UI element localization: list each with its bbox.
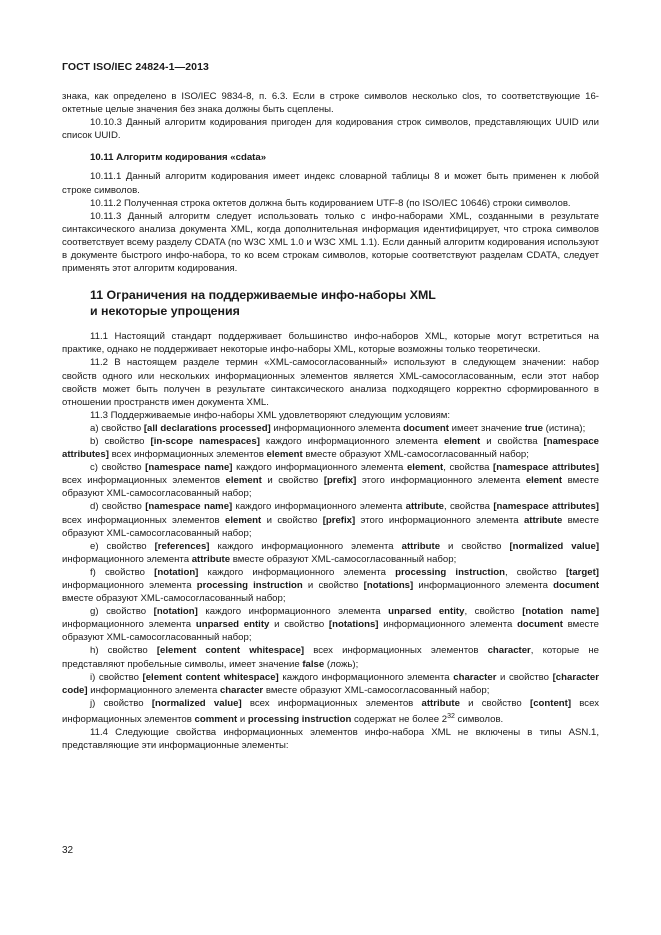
paragraph: 11.2 В настоящем разделе термин «XML-самосогласованный» используют в следующем значении: набор свойств одного или нескольких информационных элементов является XML-самосогласованным, если этот набор свойств может быть получен в результате синтаксического анализа подходящего корректно сформированного в отношении пространств имен документа XML. (62, 357, 599, 408)
paragraph: j) свойство [normalized value] всех информационных элементов attribute и свойство [content] всех информационных элементов comment и processing instruction содержат не более $2^{32}$ символов. (62, 697, 600, 726)
paragraph: i) свойство [element content whitespace] каждого информационного элемента character и свойство [character code] информационного элемента character вместе образуют XML-самосогласованный набор; (62, 671, 600, 696)
paragraph: f) свойство [notation] каждого информационного элемента processing instruction, свойство [target] информационного элемента processing instruction и свойство [notations] информационного элемента document вместе образуют XML-самосогласованный набор; (62, 566, 600, 605)
paragraph: знака, как определено в ISO/IEC 9834-8, п. 6.3. Если в строке символов несколько clos, то соответствующие 16-октетные целые значения без знака должны быть сцеплены. (62, 91, 599, 116)
paragraph: а) свойство [all declarations processed] информационного элемента document имеет значение true (истина); (90, 422, 586, 434)
paragraph: 11.1 Настоящий стандарт поддерживает большинство инфо-наборов XML, которые могут встретиться на практике, однако не поддерживает некоторые инфо-наборы XML, которые возможны только теоретически. (62, 331, 599, 356)
document-body (62, 90, 599, 752)
paragraph: 11.4 Следующие свойства информационных элементов инфо-набора XML не включены в типы ASN.1, представляющие эти информационные элементы: (62, 727, 599, 752)
paragraph: 10.11.2 Полученная строка октетов должна быть кодированием UTF-8 (по ISO/IEC 10646) строки символов. (90, 197, 571, 209)
document-header: ГОСТ ISO/IEC 24824-1—2013 (62, 61, 209, 73)
paragraph: 10.11.1 Данный алгоритм кодирования имеет индекс словарной таблицы 8 и может быть применен к любой строке символов. (62, 171, 599, 196)
paragraph: 11.3 Поддерживаемые инфо-наборы XML удовлетворяют следующим условиям: (90, 409, 451, 421)
paragraph: с) свойство [namespace name] каждого информационного элемента element, свойства [namespace attributes] всех информационных элементов element и свойство [prefix] этого информационного элемента element вместе образуют XML-самосогласованный набор; (62, 462, 600, 500)
paragraph: b) свойство [in-scope namespaces] каждого информационного элемента element и свойства [namespace attributes] всех информационных элементов element вместе образуют XML-самосогласованный набор; (62, 435, 599, 461)
paragraph: е) свойство [references] каждого информационного элемента attribute и свойство [normalized value] информационного элемента attribute вместе образуют XML-самосогласованный набор; (62, 540, 600, 565)
paragraph: d) свойство [namespace name] каждого информационного элемента attribute, свойства [namespace attributes] всех информационных элементов element и свойство [prefix] этого информационного элемента attribute вместе образуют XML-самосогласованный набор; (62, 501, 600, 539)
paragraph: g) свойство [notation] каждого информационного элемента unparsed entity, свойство [notation name] информационного элемента unparsed entity и свойство [notations] информационного элемента document вместе образуют XML-самосогласованный набор; (62, 606, 600, 644)
subsection-heading: 10.11 Алгоритм кодирования «cdata» (90, 152, 267, 164)
paragraph: h) свойство [element content whitespace] всех информационных элементов character, которые не представляют пробельные символы, имеет значение false (ложь); (62, 645, 599, 670)
page-number: 32 (62, 845, 74, 856)
paragraph: 10.10.3 Данный алгоритм кодирования пригоден для кодирования строк символов, представляющих UUID или список UUID. (62, 117, 599, 142)
paragraph: 10.11.3 Данный алгоритм следует использовать только с инфо-наборами XML, созданными в результате синтаксического анализа документа XML, когда дополнительная информация идентифицирует, что строка символов соответствует всему разделу CDATA (по W3C XML 1.0 и W3C XML 1.1). Если данный алгоритм кодирования используют в документе быстрого инфо-набора, то ко всем строкам символов, которые соответствуют разделам CDATA, следует применять этот алгоритм кодирования. (62, 210, 599, 275)
section-heading: 11 Ограничения на поддерживаемые инфо-наборы XML и некоторые упрощения (90, 288, 436, 318)
